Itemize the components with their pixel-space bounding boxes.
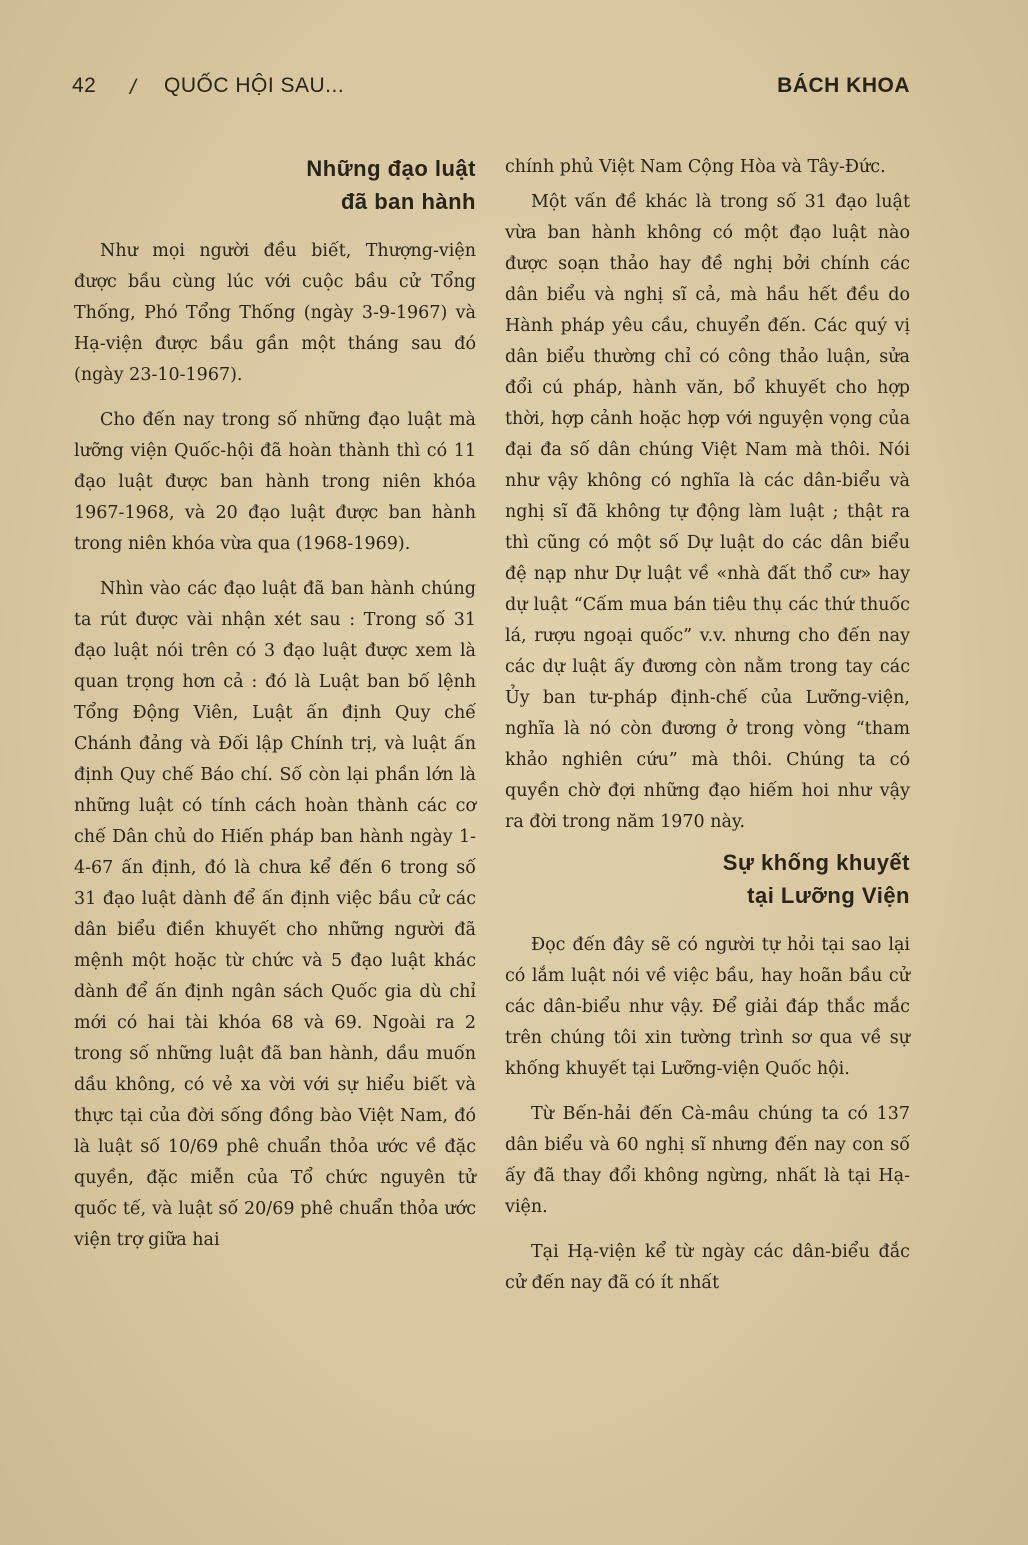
left-column (74, 152, 476, 1260)
magazine-name: BÁCH KHOA (777, 74, 910, 97)
section-heading-vacancies: Sự khống khuyết tại Lưỡng Viện (722, 850, 910, 908)
paragraph: Một vấn đề khác là trong số 31 đạo luật vừa ban hành không có một đạo luật nào được soạn thảo hay đề nghị bởi chính các dân biểu và nghị sĩ cả, mà hầu hết đều do Hành pháp yêu cầu, chuyển đến. Các quý vị dân biểu thường chỉ có công thảo luận, sửa đổi cú pháp, hành văn, bổ khuyết cho hợp thời, hợp cảnh hoặc hợp với nguyện vọng của đại đa số dân chúng Việt Nam mà thôi. Nói như vậy không có nghĩa là các dân-biểu và nghị sĩ đã không tự động làm luật ; thật ra thì cũng có một số Dự luật do các dân biểu đệ nạp như Dự luật về «nhà đất thổ cư» hay dự luật “Cấm mua bán tiêu thụ các thứ thuốc lá, rượu ngoại quốc” v.v. nhưng cho đến nay các dự luật ấy đương còn nằm trong tay các Ủy ban tư-pháp định-chế của Lưỡng-viện, nghĩa là nó còn đương ở trong vòng “tham khảo nghiên cứu” mà thôi. Chúng ta có quyền chờ đợi những đạo hiếm hoi như vậy ra đời trong năm 1970 này. (505, 192, 910, 832)
paragraph: Tại Hạ-viện kể từ ngày các dân-biểu đắc cử đến nay đã có ít nhất (505, 1242, 910, 1293)
right-column (505, 152, 910, 1303)
running-title: QUỐC HỘI SAU... (164, 74, 345, 97)
paragraph: Đọc đến đây sẽ có người tự hỏi tại sao lại có lắm luật nói về việc bầu, hay hoãn bầu cử các dân-biểu như vậy. Để giải đáp thắc mắc trên chúng tôi xin tường trình sơ qua về sự khống khuyết tại Lưỡng-viện Quốc hội. (505, 935, 910, 1079)
page-header (72, 74, 910, 108)
page-number: 42 (72, 74, 97, 97)
header-separator: / (130, 76, 137, 99)
paragraph: Từ Bến-hải đến Cà-mâu chúng ta có 137 dân biểu và 60 nghị sĩ nhưng đến nay con số ấy đã thay đổi không ngừng, nhất là tại Hạ-viện. (505, 1104, 910, 1217)
paragraph-continuation: chính phủ Việt Nam Cộng Hòa và Tây-Đức. (505, 157, 886, 177)
section-heading-laws: Những đạo luật đã ban hành (306, 156, 476, 214)
paragraph: Cho đến nay trong số những đạo luật mà lưỡng viện Quốc-hội đã hoàn thành thì có 11 đạo luật được ban hành trong niên khóa 1967-1968, và 20 đạo luật được ban hành trong niên khóa vừa qua (1968-1969). (74, 410, 476, 554)
paragraph: Nhìn vào các đạo luật đã ban hành chúng ta rút được vài nhận xét sau : Trong số 31 đạo luật nói trên có 3 đạo luật được xem là quan trọng hơn cả : đó là Luật ban bố lệnh Tổng Động Viên, Luật ấn định Quy chế Chánh đảng và Đối lập Chính trị, và luật ấn định Quy chế Báo chí. Số còn lại phần lớn là những luật có tính cách hoàn thành các cơ chế Dân chủ do Hiến pháp ban hành ngày 1-4-67 ấn định, đó là chưa kể đến 6 trong số 31 đạo luật dành để ấn định việc bầu cử các dân biểu điền khuyết cho những người đã mệnh một hoặc từ chức và 5 đạo luật khác dành để ấn định ngân sách Quốc gia dù chỉ mới có hai tài khóa 68 và 69. Ngoài ra 2 trong số những luật đã ban hành, dầu muốn dầu không, có vẻ xa vời với sự hiểu biết và thực tại của đời sống đồng bào Việt Nam, đó là luật số 10/69 phê chuẩn thỏa ước về đặc quyền, đặc miễn của Tổ chức nguyên tử quốc tế, và luật số 20/69 phê chuẩn thỏa ước viện trợ giữa hai (74, 579, 476, 1250)
paragraph: Như mọi người đều biết, Thượng-viện được bầu cùng lúc với cuộc bầu cử Tổng Thống, Phó Tổng Thống (ngày 3-9-1967) và Hạ-viện được bầu gần một tháng sau đó (ngày 23-10-1967). (74, 241, 476, 385)
